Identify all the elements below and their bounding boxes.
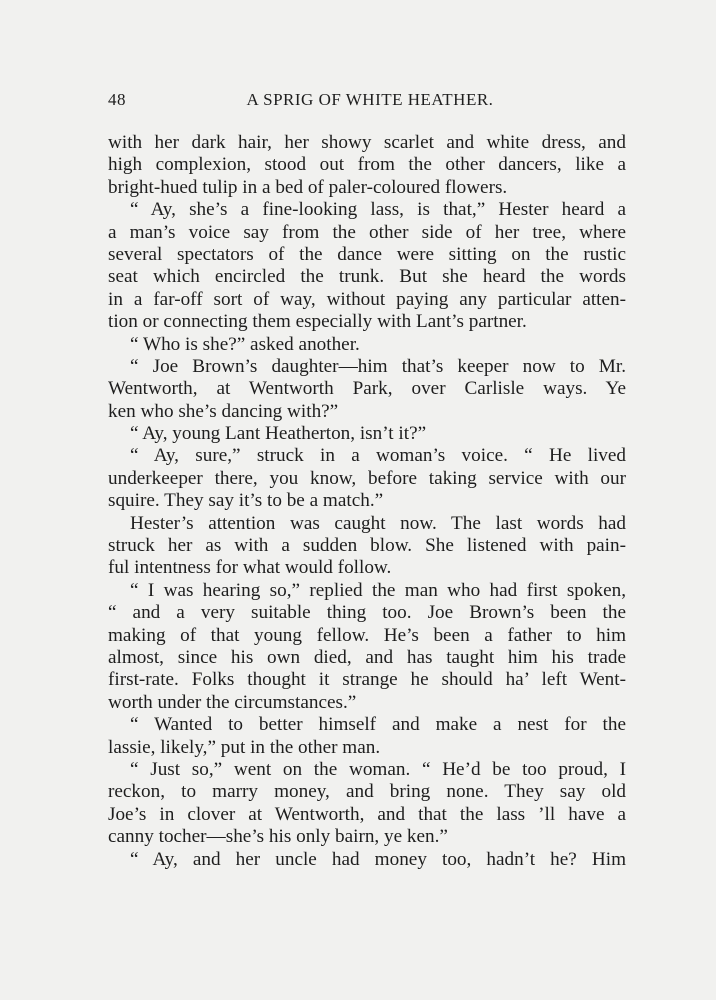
text-line: “ Ay, she’s a fine-looking lass, is that,” Hester heard a [130,199,626,221]
text-line: ful intentness for what would follow. [108,557,392,579]
page-body-text [108,132,626,871]
text-line: struck her as with a sudden blow. She listened with pain- [108,535,626,557]
page-number: 48 [108,90,126,109]
text-line: lassie, likely,” put in the other man. [108,736,381,758]
running-title: A SPRIG OF WHITE HEATHER. [246,90,494,109]
text-line: “ Ay, young Lant Heatherton, isn’t it?” [130,423,427,445]
text-line: with her dark hair, her showy scarlet and white dress, and [108,132,626,153]
text-line: tion or connecting them especially with Lant’s partner. [108,311,527,333]
text-line: Wentworth, at Wentworth Park, over Carlisle ways. Ye [108,378,626,400]
text-line: “ I was hearing so,” replied the man who had first spoken, [130,579,626,601]
text-line: bright-hued tulip in a bed of paler-coloured flowers. [108,176,508,198]
text-line: almost, since his own died, and has taught him his trade [108,646,626,668]
text-line: several spectators of the dance were sitting on the rustic [108,243,626,265]
text-line: “ and a very suitable thing too. Joe Brown’s been the [108,602,626,624]
text-line: high complexion, stood out from the other dancers, like a [108,154,626,176]
text-line: “ Joe Brown’s daughter—him that’s keeper now to Mr. [130,355,626,377]
text-line: first-rate. Folks thought it strange he should ha’ left Went- [108,669,626,691]
text-line: seat which encircled the trunk. But she heard the words [108,266,626,288]
text-line: “ Who is she?” asked another. [130,333,360,355]
text-line: “ Ay, and her uncle had money too, hadn’t he? Him [130,848,626,870]
text-line: underkeeper there, you know, before taking service with our [108,467,626,489]
text-line: worth under the circumstances.” [108,691,357,713]
text-line: Joe’s in clover at Wentworth, and that the lass ’ll have a [108,803,626,825]
text-line: Hester’s attention was caught now. The last words had [130,512,626,534]
text-line: squire. They say it’s to be a match.” [108,490,384,512]
text-line: in a far-off sort of way, without paying any particular atten- [108,288,626,310]
text-line: a man’s voice say from the other side of her tree, where [108,221,626,243]
page-header [108,90,626,114]
text-line: “ Wanted to better himself and make a nest for the [130,714,626,736]
text-line: reckon, to marry money, and bring none. They say old [108,781,626,803]
text-line: ken who she’s dancing with?” [108,400,339,422]
text-line: “ Just so,” went on the woman. “ He’d be too proud, I [130,758,626,780]
text-line: “ Ay, sure,” struck in a woman’s voice. “ He lived [130,445,626,467]
text-line: canny tocher—she’s his only bairn, ye ken.” [108,826,448,848]
text-line: making of that young fellow. He’s been a father to him [108,624,626,646]
